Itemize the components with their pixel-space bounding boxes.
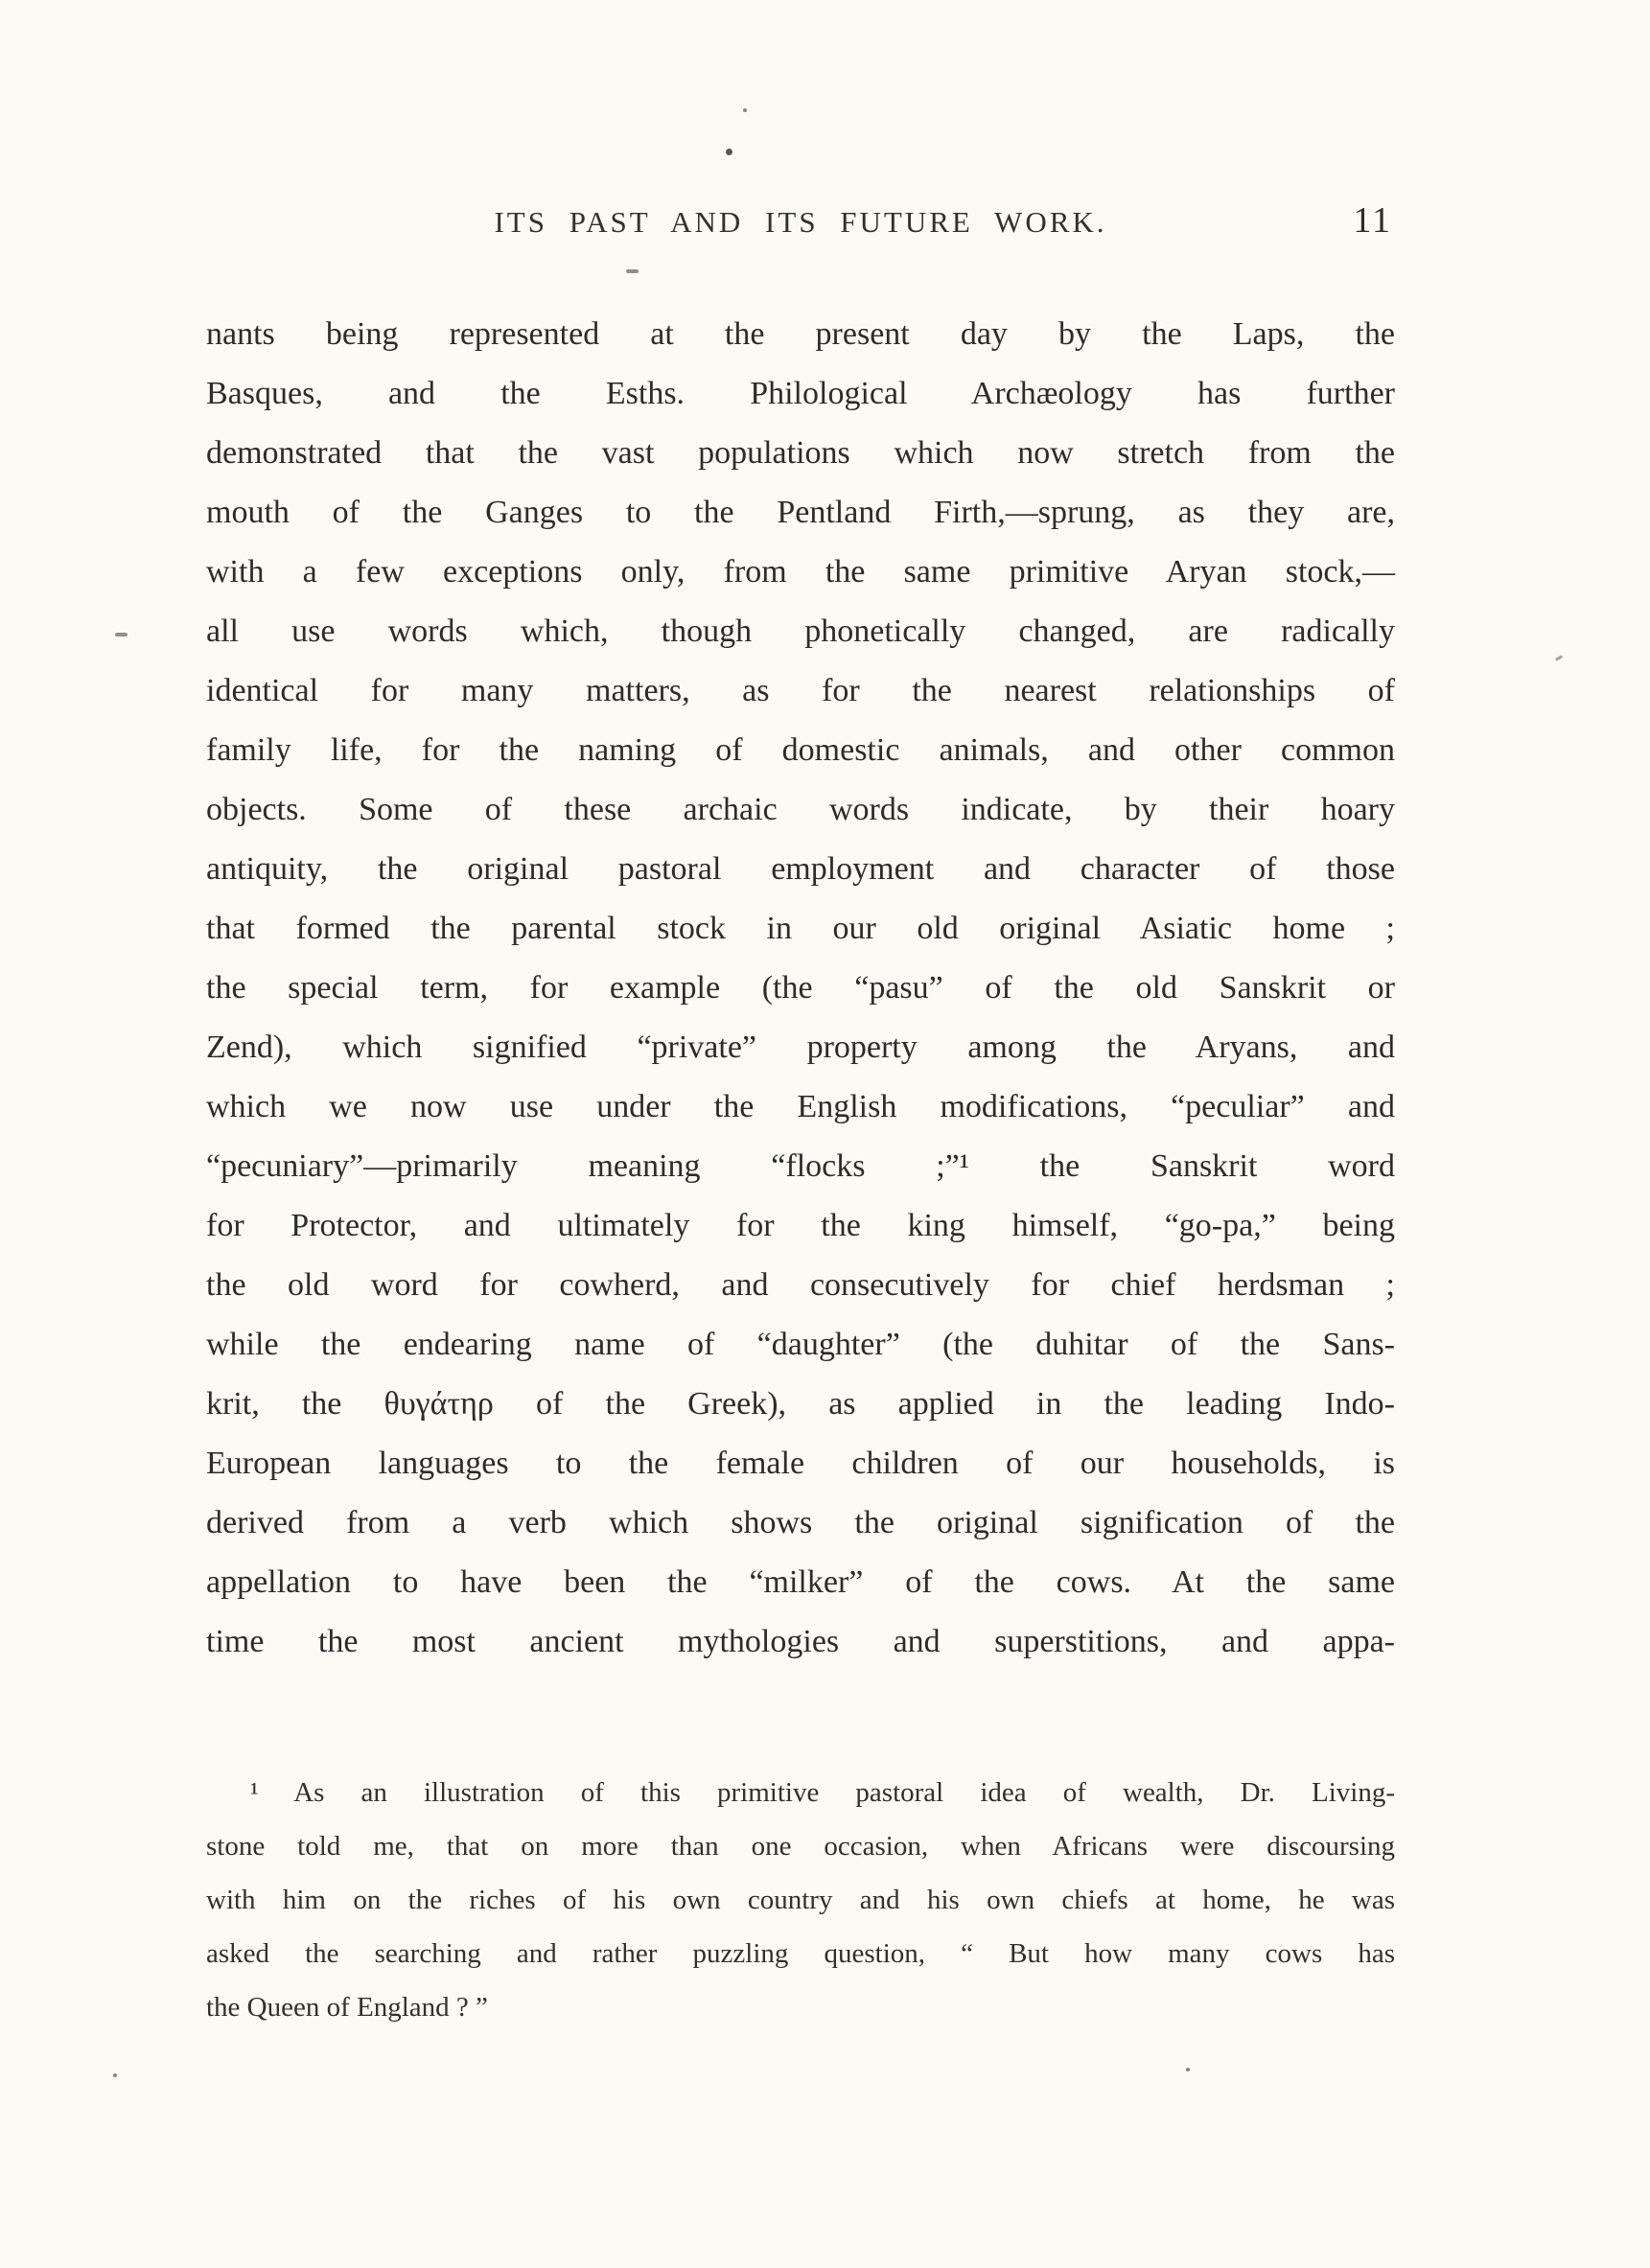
body-line: nants being represented at the present day by the Laps, the <box>206 316 1395 352</box>
body-line: mouth of the Ganges to the Pentland Firth,—sprung, as they are, <box>206 495 1395 530</box>
body-line: the old word for cowherd, and consecutively for chief herdsman ; <box>206 1267 1395 1303</box>
body-line: objects. Some of these archaic words indicate, by their hoary <box>206 792 1395 827</box>
body-line: appellation to have been the “milker” of the cows. At the same <box>206 1564 1395 1600</box>
running-header <box>207 200 1394 255</box>
body-line: Basques, and the Esths. Philological Archæology has further <box>206 376 1395 411</box>
footnote-line: with him on the riches of his own country and his own chiefs at home, he was <box>206 1885 1395 1915</box>
footnote-line: ¹ As an illustration of this primitive pastoral idea of wealth, Dr. Living- <box>250 1777 1395 1808</box>
body-line: time the most ancient mythologies and superstitions, and appa- <box>206 1624 1395 1659</box>
scan-artifact-dot <box>743 108 747 112</box>
body-line: for Protector, and ultimately for the king himself, “go-pa,” being <box>206 1208 1395 1243</box>
scan-artifact-dash <box>626 269 639 273</box>
body-line: identical for many matters, as for the nearest relationships of <box>206 673 1395 708</box>
footnote <box>206 1766 1395 2034</box>
body-line: that formed the parental stock in our old original Asiatic home ; <box>206 911 1395 946</box>
body-line: derived from a verb which shows the original signification of the <box>206 1505 1395 1540</box>
scan-artifact-dot <box>726 149 732 155</box>
body-line: Zend), which signified “private” property among the Aryans, and <box>206 1030 1395 1065</box>
scan-artifact-tick <box>1555 655 1563 661</box>
body-line: the special term, for example (the “pasu” of the old Sanskrit or <box>206 970 1395 1006</box>
body-line: “pecuniary”—primarily meaning “flocks ;”¹ the Sanskrit word <box>206 1148 1395 1184</box>
running-header-title: ITS PAST AND ITS FUTURE WORK. <box>494 205 1107 239</box>
page-number: 11 <box>1353 200 1392 241</box>
body-text <box>206 305 1395 1672</box>
body-line: family life, for the naming of domestic animals, and other common <box>206 732 1395 768</box>
body-line: while the endearing name of “daughter” (the duhitar of the Sans- <box>206 1327 1395 1362</box>
body-line: krit, the θυγάτηρ of the Greek), as applied in the leading Indo- <box>206 1386 1395 1422</box>
body-line: demonstrated that the vast populations which now stretch from the <box>206 435 1395 471</box>
footnote-line: stone told me, that on more than one occasion, when Africans were discoursing <box>206 1831 1395 1862</box>
scan-artifact-dash <box>115 633 128 636</box>
body-line: antiquity, the original pastoral employment and character of those <box>206 851 1395 887</box>
body-line: European languages to the female children of our households, is <box>206 1446 1395 1481</box>
footnote-line: the Queen of England ? ” <box>206 1992 488 2023</box>
scan-artifact-dot <box>113 2073 117 2077</box>
body-line: with a few exceptions only, from the same primitive Aryan stock,— <box>206 554 1395 590</box>
body-line: all use words which, though phonetically changed, are radically <box>206 613 1395 649</box>
body-line: which we now use under the English modifications, “peculiar” and <box>206 1089 1395 1124</box>
footnote-line: asked the searching and rather puzzling question, “ But how many cows has <box>206 1938 1395 1969</box>
scan-artifact-dot <box>1186 2068 1190 2071</box>
